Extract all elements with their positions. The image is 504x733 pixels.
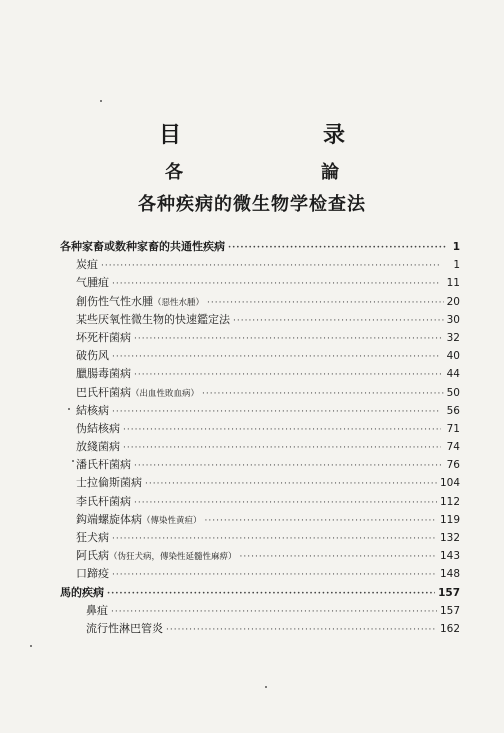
- toc-entry-title: 某些厌氧性微生物的快速鑑定法: [76, 312, 230, 326]
- dot-leader: [240, 548, 437, 566]
- toc-page-number: 56: [446, 404, 460, 417]
- toc-entry-title: 臘腸毒菌病: [76, 367, 131, 381]
- dot-leader: [123, 421, 441, 439]
- toc-page-number: 71: [446, 422, 460, 435]
- toc-page-number: 148: [439, 568, 460, 581]
- toc-entry: [60, 274, 460, 292]
- toc-entry-title: 李氏杆菌病: [76, 494, 131, 508]
- dot-leader: [166, 621, 437, 639]
- toc-entry-title: 馬的疾病: [60, 585, 104, 599]
- chapter-subtitle: 各种疾病的微生物学检查法: [138, 194, 366, 215]
- toc-entry-title: 鼻疽: [86, 603, 108, 617]
- toc-entry: [60, 311, 460, 329]
- toc-entry: [60, 438, 460, 456]
- toc-entry: [60, 602, 460, 620]
- toc-entry-title: 坏死杆菌病: [76, 330, 131, 344]
- toc-entry-title: 狂犬病: [76, 531, 109, 544]
- dot-leader: [123, 439, 441, 457]
- scan-speck: [30, 645, 32, 647]
- toc-entry: [60, 256, 460, 274]
- toc-entry-title: 炭疽: [76, 258, 98, 272]
- toc-entry-title: 鈎端螺旋体病: [76, 512, 142, 526]
- toc-entry: [60, 347, 460, 365]
- toc-entry-note: （傳染性黄疸）: [142, 515, 202, 526]
- toc-entry-title: 巴氏杆菌病: [76, 385, 131, 399]
- table-of-contents: [60, 238, 460, 638]
- toc-page-number: 112: [439, 495, 460, 508]
- toc-entry-title: 伪結核病: [76, 421, 120, 435]
- dot-leader: [112, 530, 437, 548]
- toc-entry-title: 流行性淋巴管炎: [86, 621, 163, 635]
- dot-leader: [233, 312, 444, 330]
- toc-entry: [60, 456, 460, 474]
- toc-entry-title: 潘氏杆菌病: [76, 458, 131, 472]
- dot-leader: [205, 512, 437, 530]
- toc-entry: [60, 365, 460, 383]
- toc-entry: [60, 584, 460, 602]
- toc-page-number: 32: [446, 331, 460, 344]
- dot-leader: [134, 494, 437, 512]
- toc-page-number: 162: [439, 622, 460, 635]
- toc-entry: [60, 238, 460, 256]
- toc-page-number: 44: [446, 368, 460, 381]
- toc-entry: [60, 493, 460, 511]
- toc-page-number: 157: [439, 604, 460, 617]
- toc-entry: [60, 420, 460, 438]
- dot-leader: [202, 385, 444, 403]
- dot-leader: [145, 475, 437, 493]
- dot-leader: [228, 239, 446, 257]
- toc-entry: [60, 329, 460, 347]
- toc-entry-title: 創伤性气性水腫: [76, 294, 153, 308]
- toc-page-number: 30: [446, 313, 460, 326]
- toc-entry: [60, 547, 460, 565]
- toc-page-number: 76: [446, 459, 460, 472]
- toc-page-number: 40: [446, 350, 460, 363]
- toc-entry: [60, 620, 460, 638]
- dot-leader: [112, 348, 440, 366]
- toc-page-number: 1: [452, 241, 460, 253]
- contents-title: 目 录: [158, 122, 405, 148]
- dot-leader: [134, 457, 441, 475]
- toc-page-number: 157: [438, 586, 460, 599]
- scan-speck: [72, 460, 74, 462]
- toc-page-number: 143: [439, 550, 460, 563]
- toc-entry: [60, 511, 460, 529]
- toc-entry: [60, 384, 460, 402]
- toc-page-number: 132: [439, 532, 460, 544]
- toc-entry-title: 放綫菌病: [76, 440, 120, 454]
- toc-page-number: 119: [439, 513, 460, 526]
- scan-speck: [265, 686, 267, 688]
- scan-speck: [68, 408, 70, 410]
- toc-page-number: 11: [446, 277, 460, 290]
- dot-leader: [112, 403, 440, 421]
- toc-page-number: 50: [446, 386, 460, 399]
- toc-entry: [60, 474, 460, 492]
- toc-entry-title: 士拉倫斯菌病: [76, 476, 142, 490]
- toc-entry-title: 破伤风: [76, 349, 109, 363]
- section-title: 各 論: [165, 162, 399, 183]
- toc-page-number: 20: [446, 295, 460, 308]
- toc-entry: [60, 529, 460, 547]
- dot-leader: [112, 566, 437, 584]
- dot-leader: [101, 257, 439, 275]
- toc-entry: [60, 402, 460, 420]
- toc-entry-note: （伪狂犬病，傳染性延髓性麻痹）: [109, 552, 237, 563]
- toc-page-number: 104: [439, 477, 460, 490]
- dot-leader: [134, 330, 441, 348]
- toc-entry: [60, 565, 460, 583]
- toc-entry-title: 阿氏病: [76, 549, 109, 563]
- toc-entry-title: 結核病: [76, 403, 109, 417]
- toc-entry: [60, 293, 460, 311]
- scan-speck: [100, 100, 102, 102]
- toc-entry-note: （出血性敗血病）: [131, 388, 200, 399]
- toc-page-number: 74: [446, 441, 460, 454]
- toc-entry-title: 各种家畜或数种家畜的共通性疾病: [60, 240, 225, 253]
- toc-page-number: 1: [453, 259, 460, 272]
- toc-entry-note: （惡性水腫）: [153, 297, 205, 308]
- dot-leader: [107, 585, 435, 603]
- toc-entry-title: 口蹄疫: [76, 567, 109, 581]
- dot-leader: [207, 294, 444, 312]
- dot-leader: [112, 275, 440, 293]
- dot-leader: [134, 366, 441, 384]
- dot-leader: [111, 603, 437, 621]
- toc-entry-title: 气腫疽: [76, 276, 109, 290]
